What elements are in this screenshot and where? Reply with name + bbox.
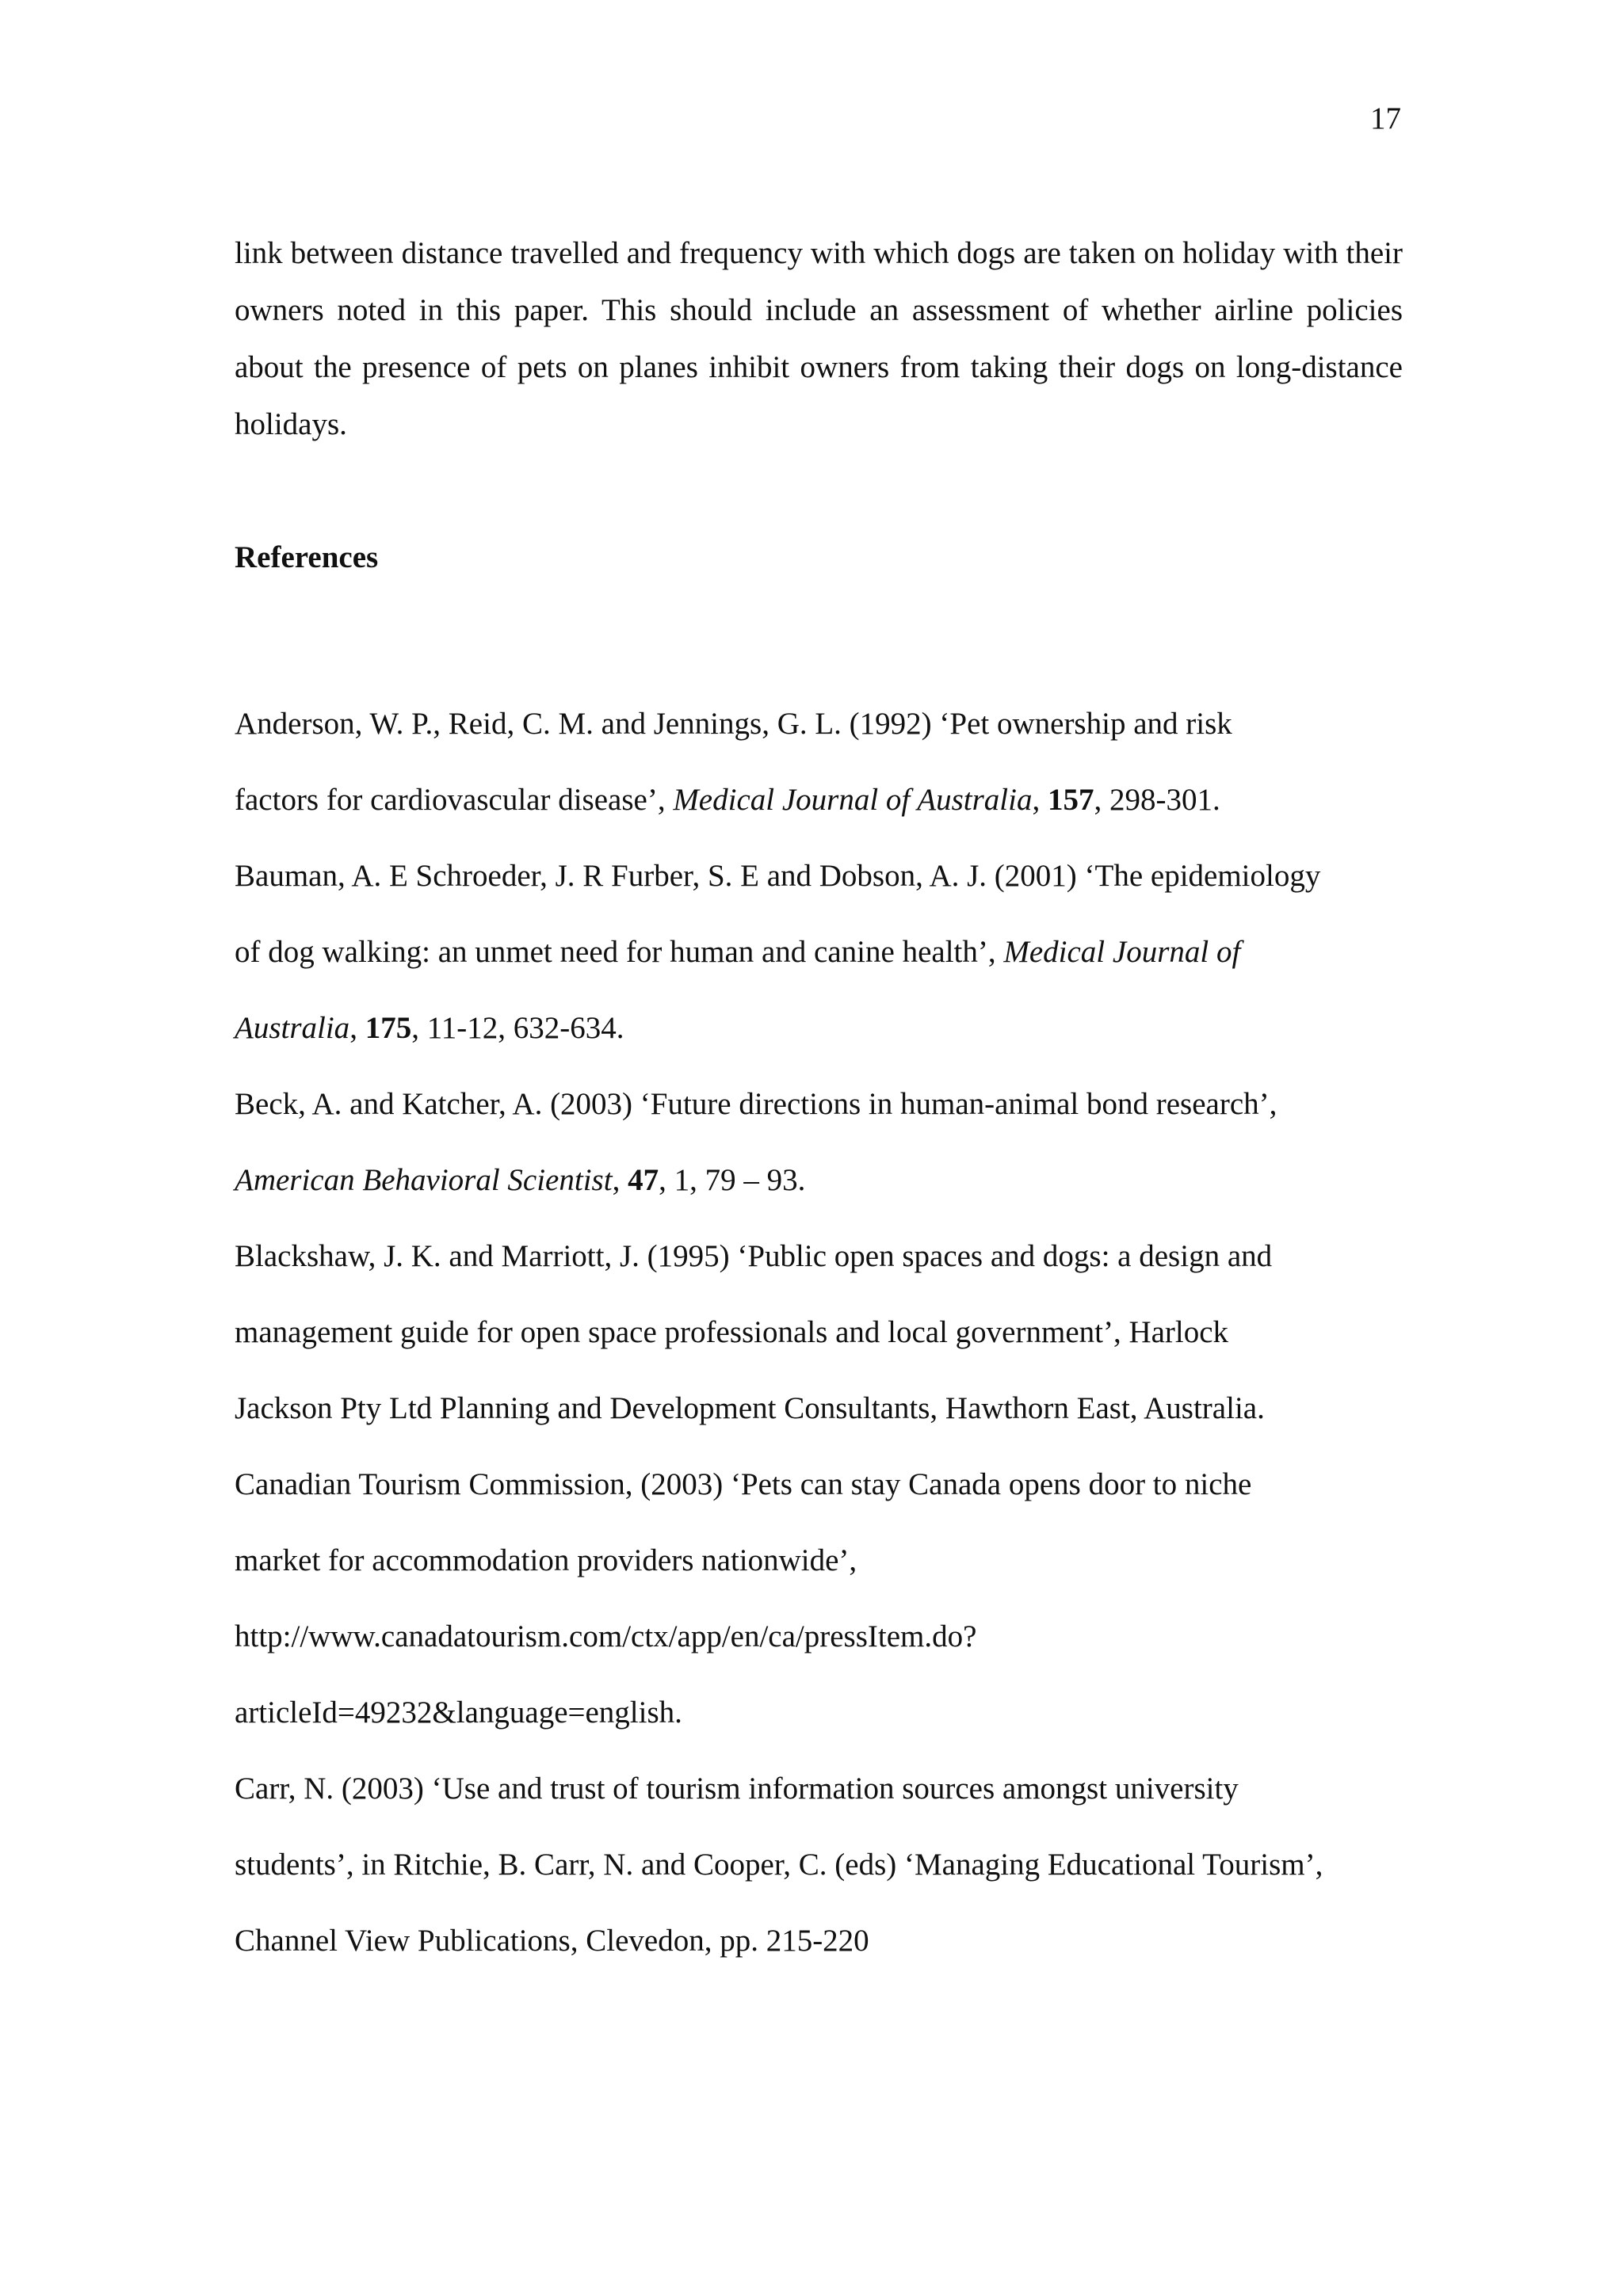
reference-italic-text: Medical Journal of Australia (673, 783, 1033, 817)
reference-line (235, 762, 1403, 838)
reference-entry (235, 1066, 1403, 1219)
reference-text: , 1, 79 – 93. (659, 1163, 806, 1197)
reference-text: Jackson Pty Ltd Planning and Development Consultants, Hawthorn East, Australia. (235, 1391, 1265, 1425)
reference-text: articleId=49232&language=english. (235, 1695, 682, 1730)
reference-text: , 298-301. (1094, 783, 1220, 817)
reference-line (235, 1751, 1403, 1827)
reference-text: , (612, 1163, 628, 1197)
reference-volume: 47 (628, 1163, 659, 1197)
reference-entry (235, 1447, 1403, 1751)
reference-text: factors for cardiovascular disease’, (235, 783, 674, 817)
body-paragraph: link between distance travelled and frequency with which dogs are taken on holiday with their owners noted in this paper. This should include an assessment of whether airline policies about the presence of pets on planes inhibit owners from taking their dogs on long-distance holidays. (235, 236, 1403, 441)
reference-text: students’, in Ritchie, B. Carr, N. and Cooper, C. (eds) ‘Managing Educational Tourism’, (235, 1848, 1323, 1882)
reference-line (235, 838, 1403, 914)
reference-entry (235, 686, 1403, 838)
reference-line (235, 1827, 1403, 1903)
reference-text: , (1032, 783, 1048, 817)
reference-line (235, 1371, 1403, 1447)
reference-line (235, 1903, 1403, 1979)
reference-text: Anderson, W. P., Reid, C. M. and Jennings, G. L. (1992) ‘Pet ownership and risk (235, 707, 1232, 741)
reference-line (235, 1219, 1403, 1295)
reference-line (235, 1447, 1403, 1523)
reference-line (235, 990, 1403, 1066)
reference-text: Beck, A. and Katcher, A. (2003) ‘Future directions in human-animal bond research’, (235, 1087, 1277, 1121)
reference-text: of dog walking: an unmet need for human and canine health’, (235, 935, 1004, 969)
reference-text: market for accommodation providers nationwide’, (235, 1543, 857, 1577)
reference-text: Canadian Tourism Commission, (2003) ‘Pets can stay Canada opens door to niche (235, 1467, 1252, 1501)
reference-line (235, 914, 1403, 990)
reference-entry (235, 838, 1403, 1066)
reference-line (235, 1523, 1403, 1599)
reference-entry (235, 1219, 1403, 1447)
reference-line (235, 686, 1403, 762)
reference-line (235, 1295, 1403, 1371)
references-list (235, 686, 1403, 1979)
reference-text: Bauman, A. E Schroeder, J. R Furber, S. E and Dobson, A. J. (2001) ‘The epidemiology (235, 859, 1321, 893)
reference-text: management guide for open space professionals and local government’, Harlock (235, 1315, 1229, 1349)
page-number: 17 (1370, 101, 1401, 135)
reference-text: http://www.canadatourism.com/ctx/app/en/ca/pressItem.do? (235, 1619, 977, 1653)
reference-text: , 11-12, 632-634. (411, 1011, 624, 1045)
reference-entry (235, 1751, 1403, 1979)
reference-italic-text: Medical Journal of (1003, 935, 1241, 969)
reference-italic-text: American Behavioral Scientist (235, 1163, 613, 1197)
reference-line (235, 1142, 1403, 1219)
reference-line (235, 1066, 1403, 1142)
reference-line (235, 1599, 1403, 1675)
reference-volume: 157 (1047, 783, 1094, 817)
reference-text: Blackshaw, J. K. and Marriott, J. (1995) ‘Public open spaces and dogs: a design and (235, 1239, 1273, 1273)
reference-italic-text: Australia (235, 1011, 350, 1045)
reference-line (235, 1675, 1403, 1751)
reference-volume: 175 (365, 1011, 412, 1045)
references-heading: References (235, 540, 379, 574)
reference-text: Carr, N. (2003) ‘Use and trust of tourism information sources amongst university (235, 1772, 1239, 1806)
reference-text: Channel View Publications, Clevedon, pp. 215-220 (235, 1924, 869, 1958)
reference-text: , (349, 1011, 365, 1045)
